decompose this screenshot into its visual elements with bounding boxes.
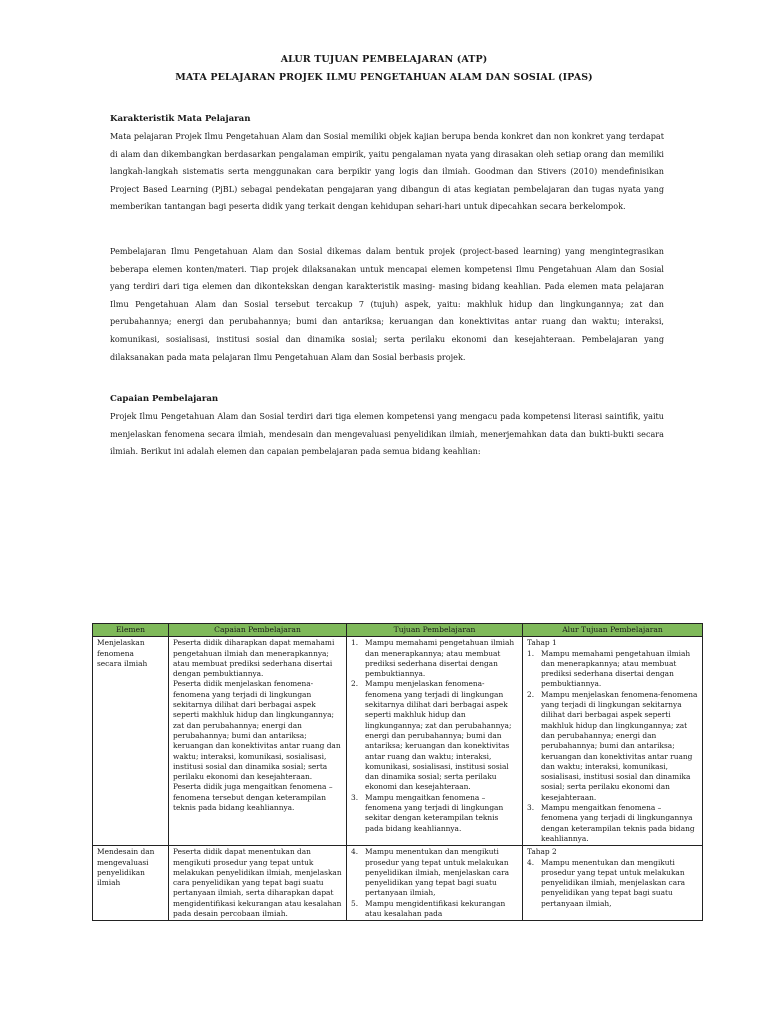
capaian-paragraph: Peserta didik juga mengaitkan fenomena – fenomena tersebut dengan keterampilan teknis pada bidang keahliannya. bbox=[173, 782, 333, 813]
list-item: 4. Mampu menentukan dan mengikuti prosedur yang tepat untuk melakukan penyelidikan ilmiah, menjelaskan cara penyelidikan yang tepat bagi suatu pertanyaan ilmiah, bbox=[351, 847, 510, 898]
paragraph-karakteristik-1: Mata pelajaran Projek Ilmu Pengetahuan Alam dan Sosial memiliki objek kajian berupa benda konkret dan non konkret yang terdapat di alam dan dikembangkan berdasarkan pengalaman empirik, yaitu pengalaman nyata yang dirasakan oleh setiap orang dan memiliki langkah-langkah sistematis serta menggunakan cara berpikir yang logis dan ilmiah. Goodman dan Stivers (2010) mendefinisikan Project Based Learning (PjBL) sebagai pendekatan pengajaran yang dibangun di atas kegiatan pembelajaran dan tugas nyata yang memberikan tantangan bagi peserta didik yang terkait dengan kehidupan sehari-hari untuk dipecahkan secara berkelompok. bbox=[110, 131, 664, 212]
doc-title-1: ALUR TUJUAN PEMBELAJARAN (ATP) bbox=[280, 54, 488, 65]
cell-tujuan bbox=[347, 846, 523, 921]
header-elemen: Elemen bbox=[93, 624, 169, 637]
list-item: 2. Mampu menjelaskan fenomena-fenomena yang terjadi di lingkungan sekitarnya dilihat dari berbagai aspek seperti makhluk hidup dan lingkungannya; zat dan perubahannya; energi dan perubahannya; bumi dan antariksa; keruangan dan konektivitas antar ruang dan waktu; interaksi, komunikasi, sosialisasi, institusi sosial dan dinamika sosial; serta perilaku ekonomi dan kesejahteraan. bbox=[351, 679, 512, 792]
list-item: 3. Mampu mengaitkan fenomena – fenomena yang terjadi di lingkungannya dengan keterampilan teknis pada bidang keahliannya. bbox=[527, 803, 695, 843]
cell-capaian: Peserta didik dapat menentukan dan mengikuti prosedur yang tepat untuk melakukan penyelidikan ilmiah, menjelaskan cara penyelidikan yang tepat bagi suatu pertanyaan ilmiah, serta diharapkan dapat mengidentifikasi kekurangan atau kesalahan pada desain percobaan ilmiah. bbox=[169, 846, 347, 921]
header-tujuan: Tujuan Pembelajaran bbox=[347, 624, 523, 637]
capaian-paragraph: Peserta didik diharapkan dapat memahami pengetahuan ilmiah dan menerapkannya; atau membuat prediksi sederhana disertai dengan pembuktiannya. bbox=[173, 638, 335, 679]
paragraph-capaian: Projek Ilmu Pengetahuan Alam dan Sosial terdiri dari tiga elemen kompetensi yang mengacu pada kompetensi literasi saintifik, yaitu menjelaskan fenomena secara ilmiah, mendesain dan mengevaluasi penyelidikan ilmiah, menerjemahkan data dan bukti-bukti secara ilmiah. Berikut ini adalah elemen dan capaian pembelajaran pada semua bidang keahlian: bbox=[110, 411, 664, 457]
table-row bbox=[93, 637, 703, 846]
capaian-paragraph: Peserta didik menjelaskan fenomena-fenomena yang terjadi di lingkungan sekitarnya dilihat dari berbagai aspek seperti makhluk hidup dan lingkungannya; zat dan perubahannya; energi dan perubahannya; bumi dan antariksa; keruangan dan konektivitas antar ruang dan waktu; interaksi, komunikasi, sosialisasi, institusi sosial dan dinamika sosial; serta perilaku ekonomi dan kesejahteraan. bbox=[173, 679, 341, 782]
list-item: 4. Mampu menentukan dan mengikuti prosedur yang tepat untuk melakukan penyelidikan ilmiah, menjelaskan cara penyelidikan yang tepat bagi suatu pertanyaan ilmiah, bbox=[527, 857, 686, 908]
list-item: 1. Mampu memahami pengetahuan ilmiah dan menerapkannya; atau membuat prediksi sederhana disertai dengan pembuktiannya. bbox=[527, 648, 691, 689]
cell-elemen: Mendesain dan mengevaluasi penyelidikan ilmiah bbox=[93, 846, 169, 921]
stage-label: Tahap 1 bbox=[527, 638, 557, 648]
section-heading-capaian: Capaian Pembelajaran bbox=[110, 394, 219, 404]
list-item: 5. Mampu mengidentifikasi kekurangan atau kesalahan pada bbox=[351, 898, 506, 919]
paragraph-karakteristik-2: Pembelajaran Ilmu Pengetahuan Alam dan Sosial dikemas dalam bentuk projek (project-based learning) yang mengintegrasikan beberapa elemen konten/materi. Tiap projek dilaksanakan untuk mencapai elemen kompetensi Ilmu Pengetahuan Alam dan Sosial yang terdiri dari tiga elemen dan dikontekskan dengan karakteristik masing- masing bidang keahlian. Pada elemen mata pelajaran Ilmu Pengetahuan Alam dan Sosial tersebut tercakup 7 (tujuh) aspek, yaitu: makhluk hidup dan lingkungannya; zat dan perubahannya; energi dan perubahannya; bumi dan antariksa; keruangan dan konektivitas antar ruang dan waktu; interaksi, komunikasi, sosialisasi, institusi sosial dan dinamika sosial; serta perilaku ekonomi dan kesejahteraan. Pembelajaran yang dilaksanakan pada mata pelajaran Ilmu Pengetahuan Alam dan Sosial berbasis projek. bbox=[110, 246, 664, 362]
cell-elemen: Menjelaskan fenomena secara ilmiah bbox=[93, 637, 169, 846]
header-alur: Alur Tujuan Pembelajaran bbox=[523, 624, 703, 637]
atp-table bbox=[92, 623, 703, 921]
table-header-row bbox=[93, 624, 703, 637]
header-capaian: Capaian Pembelajaran bbox=[169, 624, 347, 637]
cell-alur bbox=[523, 846, 703, 921]
list-item: 2. Mampu menjelaskan fenomena-fenomena yang terjadi di lingkungan sekitarnya dilihat dari berbagai aspek seperti makhluk hidup dan lingkungannya; zat dan perubahannya; energi dan perubahannya; bumi dan antariksa; keruangan dan konektivitas antar ruang dan waktu; interaksi, komunikasi, sosialisasi, institusi sosial dan dinamika sosial; serta perilaku ekonomi dan kesejahteraan. bbox=[527, 689, 698, 802]
cell-capaian bbox=[169, 637, 347, 846]
cell-tujuan bbox=[347, 637, 523, 846]
section-heading-karakteristik: Karakteristik Mata Pelajaran bbox=[110, 114, 251, 124]
list-item: 1. Mampu memahami pengetahuan ilmiah dan menerapkannya; atau membuat prediksi sederhana disertai dengan pembuktiannya. bbox=[351, 638, 515, 679]
list-item: 3. Mampu mengaitkan fenomena – fenomena yang terjadi di lingkungan sekitar dengan keterampilan teknis pada bidang keahliannya. bbox=[351, 792, 504, 833]
stage-label: Tahap 2 bbox=[527, 847, 557, 857]
table-row bbox=[93, 846, 703, 921]
cell-alur bbox=[523, 637, 703, 846]
doc-title-2: MATA PELAJARAN PROJEK ILMU PENGETAHUAN ALAM DAN SOSIAL (IPAS) bbox=[175, 72, 593, 83]
